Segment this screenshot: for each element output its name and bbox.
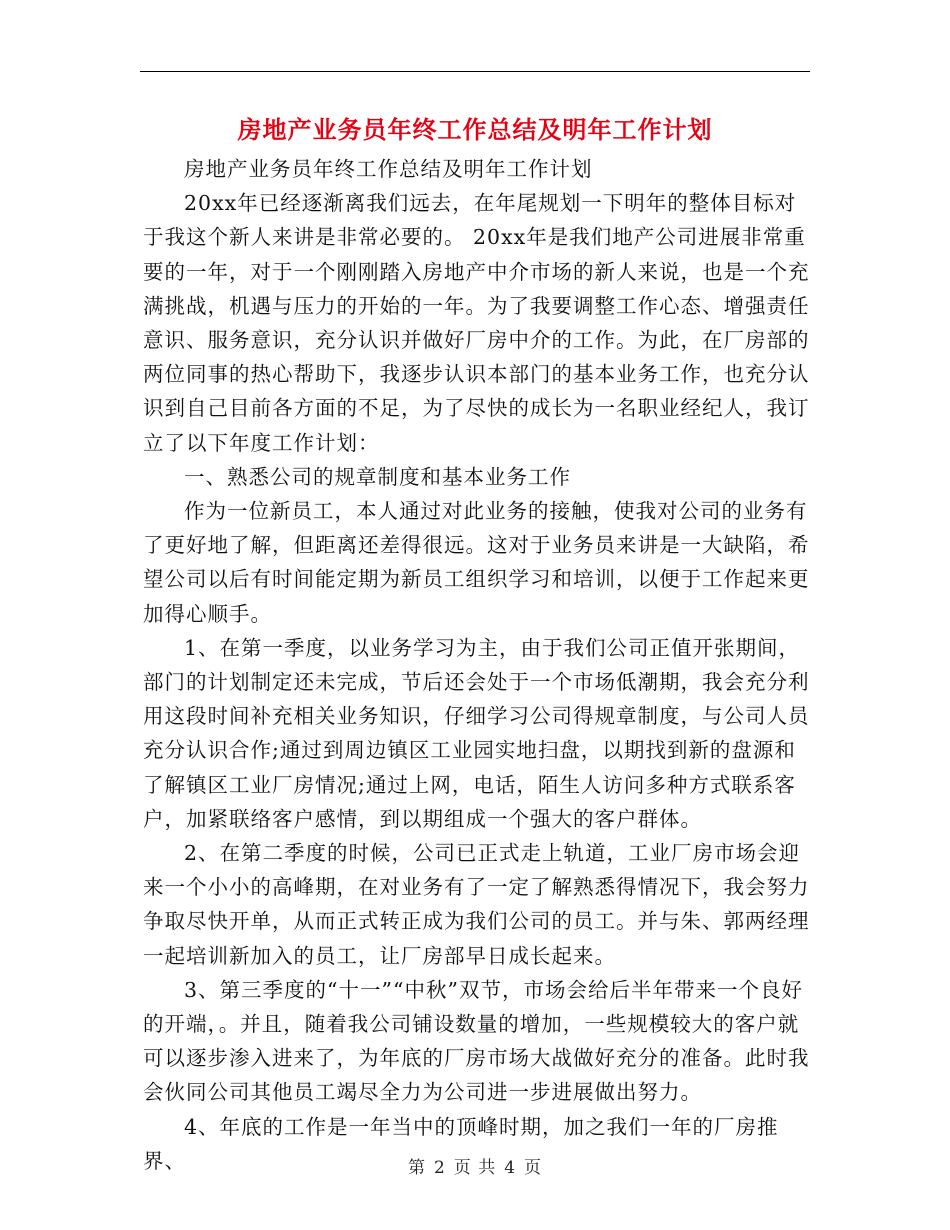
paragraph-q3: 3、第三季度的“十一”“中秋”双节，市场会给后半年带来一个良好的开端，。并且，随着我公司铺设数量的增加，一些规模较大的客户就可以逐步渗入进来了，为年底的厂房市场大战做好充分的准备。此时我会伙同公司其他员工竭尽全力为公司进一步进展做出努力。: [143, 977, 810, 1105]
footer-suffix: 页: [524, 1158, 543, 1178]
footer-total-pages: 4: [504, 1158, 517, 1178]
footer-current-page: 2: [433, 1158, 446, 1178]
paragraph-subtitle: 房地产业务员年终工作总结及明年工作计划: [184, 157, 593, 181]
paragraph: 作为一位新员工，本人通过对此业务的接触，使我对公司的业务有了更好地了解，但距离还差得很远。这对于业务员来讲是一大缺陷，希望公司以后有时间能定期为新员工组织学习和培训，以便于工作起来更加得心顺手。: [143, 499, 810, 626]
paragraph-q2: 2、在第二季度的时候，公司已正式走上轨道，工业厂房市场会迎来一个小小的高峰期，在对业务有了一定了解熟悉得情况下，我会努力争取尽快开单，从而正式转正成为我们公司的员工。并与朱、郭两经理一起培训新加入的员工，让厂房部早日成长起来。: [143, 841, 810, 968]
header-rule: [140, 71, 810, 72]
document-body: [143, 152, 813, 1178]
paragraph-intro: 20xx年已经逐渐离我们远去，在年尾规划一下明年的整体目标对于我这个新人来讲是非常必要的。 20xx年是我们地产公司进展非常重要的一年，对于一个刚刚踏入房地产中介市场的新人来说，也是一个充满挑战，机遇与压力的开始的一年。为了我要调整工作心态、增强责任意识、服务意识，充分认识并做好厂房中介的工作。为此，在厂房部的两位同事的热心帮助下，我逐步认识本部门的基本业务工作，也充分认识到自己目前各方面的不足，为了尽快的成长为一名职业经纪人，我订立了以下年度工作计划：: [143, 191, 810, 455]
paragraph-q4: 4、年底的工作是一年当中的顶峰时期，加之我们一年的厂房推界、: [143, 1114, 779, 1173]
footer-prefix: 第: [407, 1158, 426, 1178]
footer-middle: 页 共: [453, 1158, 497, 1178]
paragraph-q1: 1、在第一季度，以业务学习为主，由于我们公司正值开张期间，部门的计划制定还未完成，节后还会处于一个市场低潮期，我会充分利用这段时间补充相关业务知识，仔细学习公司得规章制度，与公司人员充分认识合作;通过到周边镇区工业园实地扫盘，以期找到新的盘源和了解镇区工业厂房情况;通过上网，电话，陌生人访问多种方式联系客户，加紧联络客户感情，到以期组成一个强大的客户群体。: [143, 635, 810, 831]
section-heading: 一、熟悉公司的规章制度和基本业务工作: [184, 464, 571, 489]
document-title: 房地产业务员年终工作总结及明年工作计划: [237, 115, 713, 144]
page-footer: [0, 1153, 950, 1178]
